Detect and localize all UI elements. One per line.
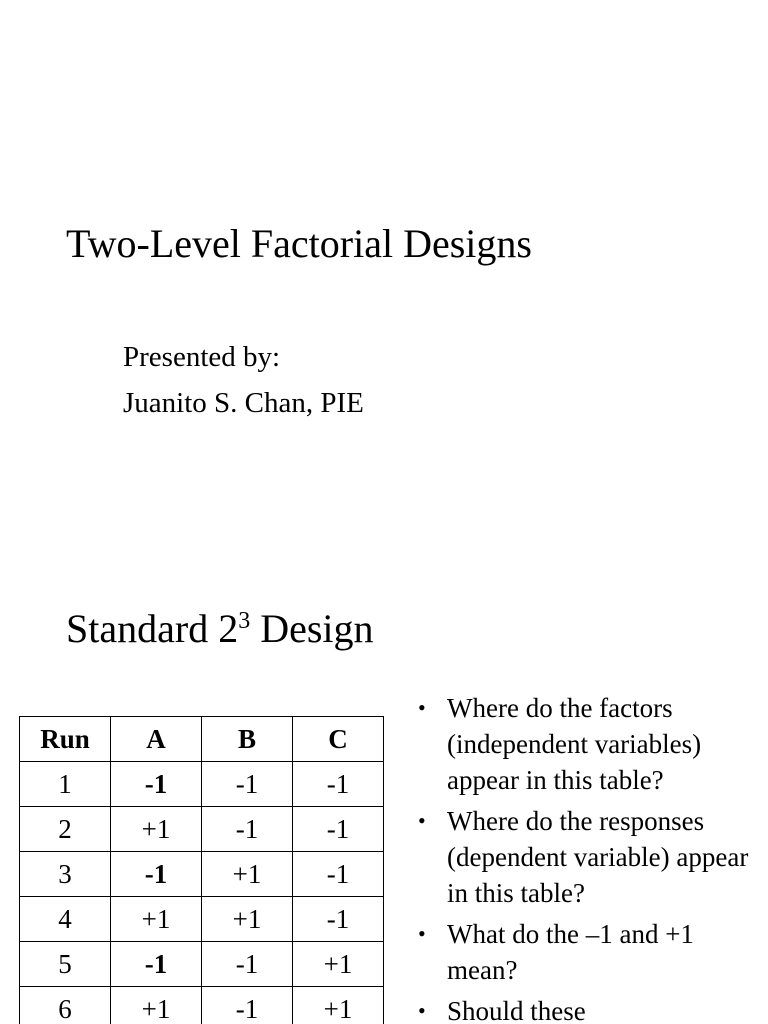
table-header-row	[20, 717, 384, 762]
bullet-icon: •	[418, 921, 426, 946]
table-row	[20, 762, 384, 807]
factor-a-cell: +1	[111, 807, 202, 852]
factor-b-cell: +1	[202, 852, 293, 897]
bullet-icon: •	[418, 808, 426, 833]
factor-a-cell: -1	[111, 852, 202, 897]
list-item	[412, 690, 752, 798]
run-cell: 4	[20, 897, 111, 942]
header-cell-c: C	[293, 717, 384, 762]
question-text: Where do the factors (independent variables) appear in this table?	[447, 693, 702, 795]
header-cell-a: A	[111, 717, 202, 762]
factor-a-cell: +1	[111, 897, 202, 942]
question-text: Should these	[447, 996, 586, 1024]
question-list	[412, 690, 752, 1024]
table-row	[20, 897, 384, 942]
factor-c-cell: -1	[293, 807, 384, 852]
run-cell: 2	[20, 807, 111, 852]
table-row	[20, 942, 384, 987]
table-row	[20, 807, 384, 852]
table-row	[20, 852, 384, 897]
factor-c-cell: -1	[293, 762, 384, 807]
bullet-icon: •	[418, 998, 426, 1023]
factor-b-cell: -1	[202, 987, 293, 1024]
factor-a-cell: -1	[111, 942, 202, 987]
question-text: What do the –1 and +1 mean?	[447, 919, 694, 985]
run-cell: 3	[20, 852, 111, 897]
header-cell-run: Run	[20, 717, 111, 762]
presenter-block	[123, 334, 364, 426]
design-title-prefix: Standard 2	[66, 606, 239, 651]
factor-b-cell: -1	[202, 807, 293, 852]
factor-b-cell: -1	[202, 942, 293, 987]
header-cell-b: B	[202, 717, 293, 762]
factor-a-cell: +1	[111, 987, 202, 1024]
run-cell: 1	[20, 762, 111, 807]
run-cell: 6	[20, 987, 111, 1024]
factor-a-cell: -1	[111, 762, 202, 807]
factor-c-cell: +1	[293, 942, 384, 987]
factor-b-cell: +1	[202, 897, 293, 942]
question-text: Where do the responses (dependent variable) appear in this table?	[447, 806, 749, 908]
presenter-name: Juanito S. Chan, PIE	[123, 387, 364, 419]
presented-by-label: Presented by:	[123, 341, 281, 373]
bullet-icon: •	[418, 695, 426, 720]
design-title-exponent: 3	[238, 608, 251, 634]
factor-c-cell: +1	[293, 987, 384, 1024]
list-item	[412, 803, 752, 911]
run-cell: 5	[20, 942, 111, 987]
list-item	[412, 916, 752, 988]
table-row	[20, 987, 384, 1024]
design-title	[66, 604, 374, 654]
factor-c-cell: -1	[293, 897, 384, 942]
design-title-suffix: Design	[250, 606, 374, 651]
factor-c-cell: -1	[293, 852, 384, 897]
list-item	[412, 993, 752, 1024]
slide-title: Two-Level Factorial Designs	[66, 221, 532, 266]
factor-b-cell: -1	[202, 762, 293, 807]
design-table	[19, 716, 384, 1024]
